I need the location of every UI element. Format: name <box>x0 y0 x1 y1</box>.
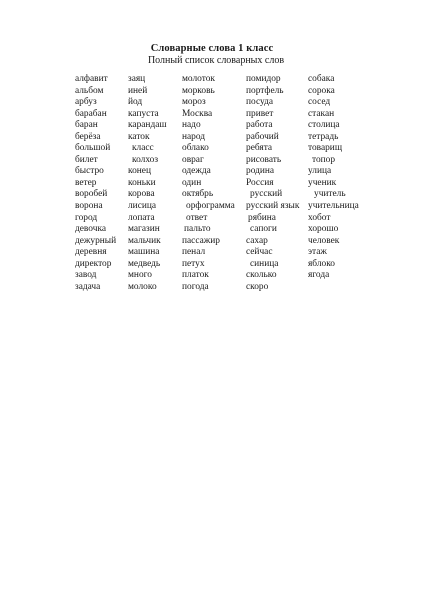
word-cell: яблоко <box>308 258 335 269</box>
word-row <box>75 259 375 271</box>
word-cell: платок <box>182 270 209 281</box>
word-cell: молоток <box>182 74 215 84</box>
word-cell: барабан <box>75 108 107 119</box>
word-row <box>75 236 375 248</box>
word-cell: задача <box>75 281 101 292</box>
word-cell: человек <box>308 235 340 246</box>
word-cell: рабочий <box>246 131 279 142</box>
word-cell: мороз <box>182 97 206 108</box>
word-cell: карандаш <box>128 120 167 131</box>
word-row <box>75 224 375 236</box>
word-cell: город <box>75 212 98 223</box>
word-cell: ответ <box>186 212 208 223</box>
word-cell: лопата <box>128 212 155 223</box>
word-cell: овраг <box>182 154 204 165</box>
word-cell: сейчас <box>246 247 273 258</box>
word-cell: этаж <box>308 247 327 258</box>
word-cell: сколько <box>246 270 277 281</box>
word-cell: каток <box>128 131 150 142</box>
word-cell: иней <box>128 85 148 96</box>
word-row <box>75 213 375 225</box>
word-cell: облако <box>182 143 209 154</box>
word-cell: собака <box>308 74 335 84</box>
word-cell: портфель <box>246 85 284 96</box>
word-cell: конец <box>128 166 151 177</box>
word-cell: алфавит <box>75 74 108 84</box>
word-row <box>75 143 375 155</box>
word-cell: медведь <box>128 258 161 269</box>
word-row <box>75 189 375 201</box>
word-cell: магазин <box>128 224 160 235</box>
word-row <box>75 132 375 144</box>
word-cell: дежурный <box>75 235 117 246</box>
word-cell: ученик <box>308 177 337 188</box>
word-cell: Москва <box>182 108 213 119</box>
word-table <box>75 74 375 293</box>
word-cell: хорошо <box>308 224 339 235</box>
word-row <box>75 247 375 259</box>
word-cell: пальто <box>184 224 211 235</box>
word-cell: заяц <box>128 74 146 84</box>
word-cell: берёза <box>75 131 101 142</box>
word-cell: помидор <box>246 74 281 84</box>
word-cell: сапоги <box>250 224 277 235</box>
word-cell: коньки <box>128 177 156 188</box>
word-cell: русский <box>250 189 283 200</box>
word-cell: одежда <box>182 166 211 177</box>
word-cell: сорока <box>308 85 335 96</box>
word-cell: топор <box>312 154 336 165</box>
word-cell: альбом <box>75 85 104 96</box>
word-cell: деревня <box>75 247 107 258</box>
word-row <box>75 282 375 294</box>
word-row <box>75 270 375 282</box>
word-cell: русский язык <box>246 201 300 212</box>
word-cell: скоро <box>246 281 269 292</box>
word-cell: Россия <box>246 177 274 188</box>
word-cell: директор <box>75 258 112 269</box>
word-cell: корова <box>128 189 155 200</box>
word-cell: ворона <box>75 201 103 212</box>
word-cell: синица <box>250 258 279 269</box>
word-cell: хобот <box>308 212 331 223</box>
word-cell: октябрь <box>182 189 214 200</box>
document-title: Словарные слова 1 класс <box>150 43 274 54</box>
word-cell: машина <box>128 247 160 258</box>
word-cell: ребята <box>246 143 273 154</box>
word-cell: сосед <box>308 97 331 108</box>
document-subtitle: Полный список словарных слов <box>147 55 285 66</box>
word-cell: завод <box>75 270 97 281</box>
word-row <box>75 178 375 190</box>
word-row <box>75 201 375 213</box>
word-cell: пенал <box>182 247 206 258</box>
word-cell: класс <box>132 143 154 154</box>
word-cell: лисица <box>128 201 157 212</box>
word-row <box>75 120 375 132</box>
word-row <box>75 166 375 178</box>
word-cell: петух <box>182 258 205 269</box>
word-cell: народ <box>182 131 206 142</box>
word-cell: тетрадь <box>308 131 339 142</box>
word-cell: товарищ <box>308 143 343 154</box>
word-cell: ветер <box>75 177 97 188</box>
word-cell: стакан <box>308 108 335 119</box>
word-cell: билет <box>75 154 98 165</box>
word-cell: сахар <box>246 235 268 246</box>
word-cell: пассажир <box>182 235 220 246</box>
word-cell: работа <box>246 120 273 131</box>
word-row <box>75 97 375 109</box>
word-cell: большой <box>75 143 111 154</box>
word-cell: йод <box>128 97 143 108</box>
word-cell: привет <box>246 108 274 119</box>
word-cell: морковь <box>182 85 215 96</box>
word-cell: улица <box>308 166 332 177</box>
word-cell: девочка <box>75 224 107 235</box>
word-cell: надо <box>182 120 201 131</box>
word-cell: молоко <box>128 281 157 292</box>
word-cell: арбуз <box>75 97 97 108</box>
word-row <box>75 109 375 121</box>
word-cell: один <box>182 177 202 188</box>
word-cell: воробей <box>75 189 108 200</box>
word-cell: учительница <box>308 201 359 212</box>
word-cell: учитель <box>314 189 346 200</box>
word-cell: рябина <box>248 212 276 223</box>
word-row <box>75 74 375 86</box>
word-cell: родина <box>246 166 275 177</box>
word-cell: погода <box>182 281 209 292</box>
word-cell: рисовать <box>246 154 282 165</box>
word-cell: мальчик <box>128 235 161 246</box>
word-cell: колхоз <box>132 154 159 165</box>
word-cell: много <box>128 270 152 281</box>
word-row <box>75 155 375 167</box>
word-cell: столица <box>308 120 340 131</box>
word-row <box>75 86 375 98</box>
word-cell: ягода <box>308 270 330 281</box>
word-cell: капуста <box>128 108 159 119</box>
word-cell: баран <box>75 120 98 131</box>
word-cell: орфограмма <box>186 201 235 212</box>
word-cell: посуда <box>246 97 274 108</box>
word-cell: быстро <box>75 166 104 177</box>
